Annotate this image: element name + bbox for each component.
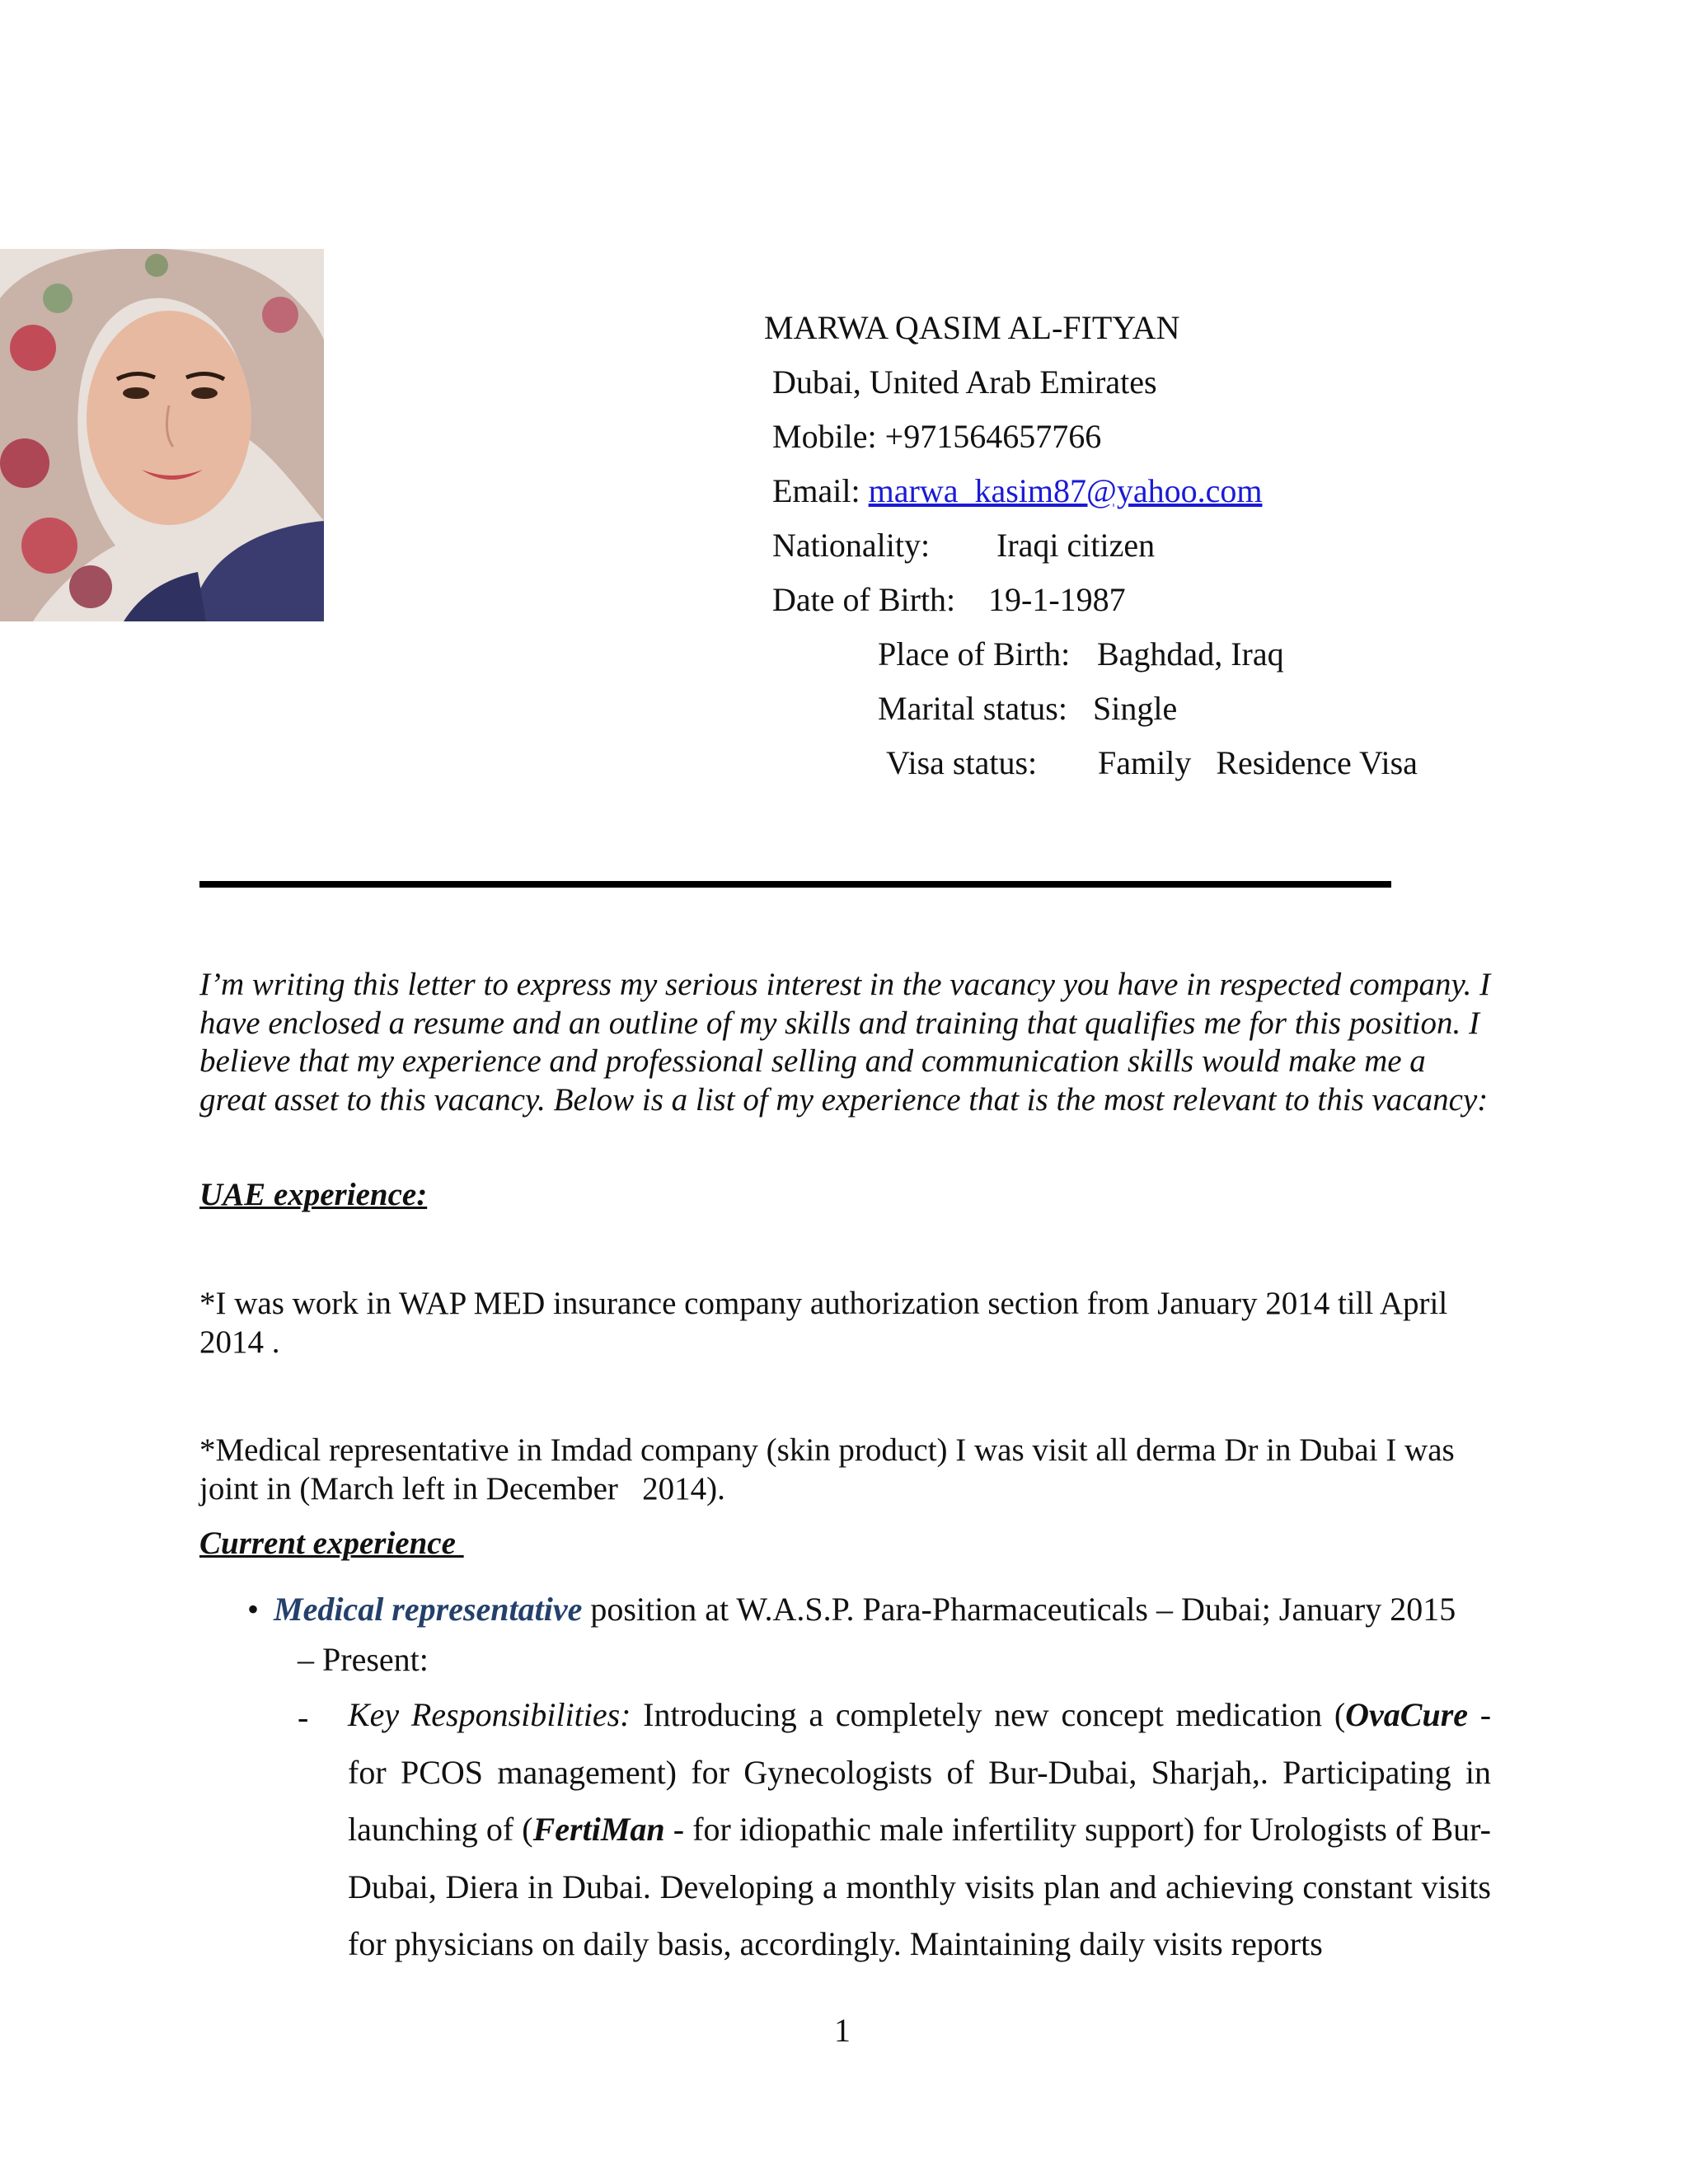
key-responsibilities — [348, 1686, 1491, 1973]
email-link[interactable]: marwa_kasim87@yahoo.com — [868, 472, 1263, 509]
cover-letter-intro: I’m writing this letter to express my serious interest in the vacancy you have in respected company. I have enclosed a resume and an outline of my skills and training that qualifies me for this position. I believe that my experience and professional selling and communication skills would make me a great asset to this vacancy. Below is a list of my experience that is the most relevant to this vacancy: — [199, 967, 1491, 1118]
profile-photo-image — [0, 249, 324, 621]
uae-experience-item: *Medical representative in Imdad company (skin product) I was visit all derma Dr in Dubai I was joint in (March left in December 2014). — [199, 1432, 1463, 1507]
nationality-value: Iraqi citizen — [996, 527, 1156, 564]
page-number: 1 — [834, 2012, 851, 2049]
section-divider — [199, 881, 1391, 888]
responsibilities-text: Introducing a completely new concept medication ( — [631, 1696, 1346, 1733]
marital-row — [878, 692, 1177, 725]
marital-value: Single — [1093, 690, 1178, 727]
dob-label: Date of Birth: — [772, 581, 956, 618]
marital-label: Marital status: — [878, 690, 1067, 727]
nationality-row — [772, 529, 1155, 562]
visa-label: Visa status: — [886, 744, 1038, 781]
dob-value: 19-1-1987 — [988, 581, 1126, 618]
visa-row — [886, 744, 1418, 781]
profile-photo — [0, 249, 324, 621]
dob-row — [772, 583, 1126, 616]
responsibilities-text: - for idiopathic male infertility support) for Urologists of Bur-Dubai, Diera in Dubai. Developing a monthly visits plan and achieving constant visits for physicians on daily basis, accordingly. Maintaining daily visits reports — [348, 1811, 1491, 1962]
pob-label: Place of Birth: — [878, 635, 1071, 673]
list-dash: - — [298, 1699, 309, 1736]
job-title: Medical representative — [274, 1591, 583, 1628]
bullet-icon: • — [247, 1591, 260, 1628]
mobile-row — [772, 420, 1101, 453]
job-description: position at W.A.S.P. Para-Pharmaceuticals – Dubai; January 2015 — [582, 1591, 1456, 1628]
visa-value: Family Residence Visa — [1098, 744, 1418, 781]
nationality-label: Nationality: — [772, 527, 931, 564]
mobile-value: +971564657766 — [884, 418, 1102, 455]
current-experience-heading: Current experience — [199, 1526, 464, 1561]
email-label: Email: — [772, 472, 860, 509]
email-row — [772, 472, 1263, 509]
pob-row — [878, 635, 1284, 673]
product-name: FertiMan — [532, 1811, 665, 1848]
mobile-label: Mobile: — [772, 418, 877, 455]
responsibilities-text: - for PCOS management) for Gynecologists of Bur-Dubai, Sharjah,. Participating in launching of ( — [348, 1696, 1492, 1848]
uae-experience-item: *I was work in WAP MED insurance company authorization section from January 2014 till April 2014 . — [199, 1286, 1448, 1360]
job-entry — [247, 1580, 1492, 1639]
location: Dubai, United Arab Emirates — [772, 363, 1157, 401]
pob-value: Baghdad, Iraq — [1097, 635, 1284, 673]
job-period-end: – Present: — [298, 1641, 429, 1678]
product-name: OvaCure — [1345, 1696, 1469, 1733]
full-name: MARWA QASIM AL-FITYAN — [764, 309, 1180, 346]
responsibilities-label: Key Responsibilities: — [348, 1696, 631, 1733]
uae-experience-heading: UAE experience: — [199, 1177, 428, 1212]
